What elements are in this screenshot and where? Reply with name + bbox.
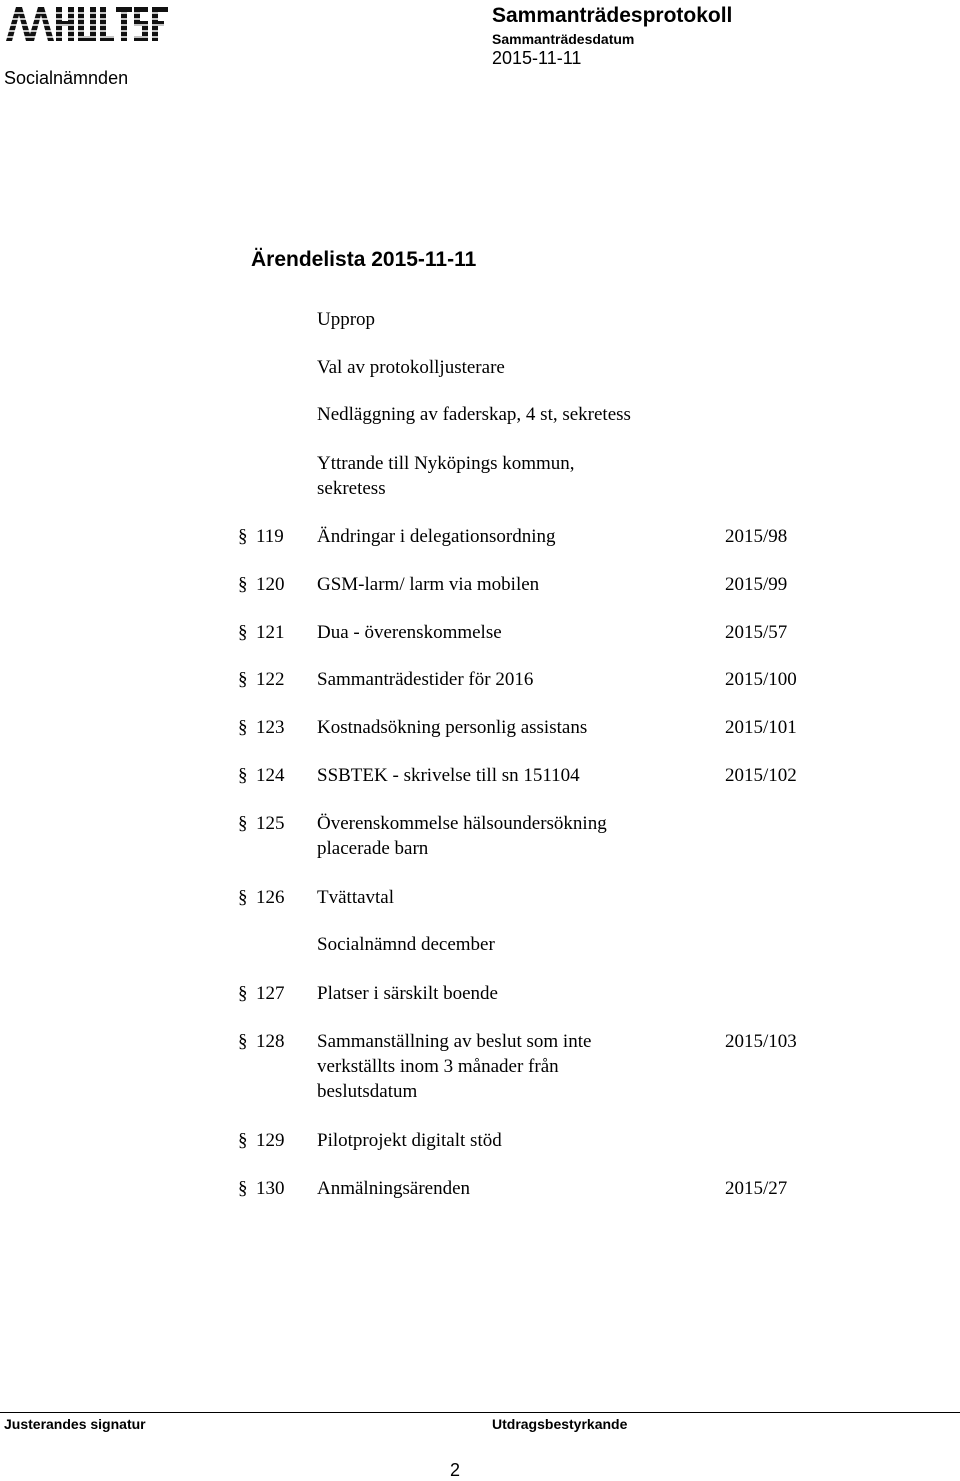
item-text: SSBTEK - skrivelse till sn 151104 xyxy=(317,765,580,786)
paragraph-sign: § xyxy=(238,669,248,690)
item-number: 126 xyxy=(256,887,285,908)
meeting-date-label: Sammanträdesdatum xyxy=(492,31,635,47)
department-name: Socialnämnden xyxy=(4,68,129,88)
item-text: Kostnadsökning personlig assistans xyxy=(317,717,588,738)
item-number: 127 xyxy=(256,983,285,1004)
item-number: 119 xyxy=(256,526,284,547)
item-text: Ändringar i delegationsordning xyxy=(317,526,556,547)
item-number: 122 xyxy=(256,669,285,690)
item-dnr: 2015/101 xyxy=(725,717,797,738)
item-dnr: 2015/27 xyxy=(725,1178,788,1199)
paragraph-sign: § xyxy=(238,526,248,547)
paragraph-sign: § xyxy=(238,983,248,1004)
item-dnr: 2015/57 xyxy=(725,622,788,643)
agenda-title: Ärendelista 2015-11-11 xyxy=(251,248,477,271)
paragraph-sign: § xyxy=(238,622,248,643)
paragraph-sign: § xyxy=(238,717,248,738)
footer-divider xyxy=(0,1412,960,1413)
item-dnr: 2015/100 xyxy=(725,669,797,690)
item-text: Dua - överenskommelse xyxy=(317,622,502,643)
item-dnr: 2015/103 xyxy=(725,1031,797,1052)
item-text: Pilotprojekt digitalt stöd xyxy=(317,1130,502,1151)
signature-label: Justerandes signatur xyxy=(4,1416,146,1432)
item-number: 125 xyxy=(256,813,285,834)
item-number: 123 xyxy=(256,717,285,738)
item-text: Val av protokolljusterare xyxy=(317,357,505,378)
meeting-date: 2015-11-11 xyxy=(492,48,582,68)
item-text: Sammanställning av beslut som inte verkställts inom 3 månader från beslutsdatum xyxy=(317,1031,592,1102)
extract-certification-label: Utdragsbestyrkande xyxy=(492,1416,628,1432)
item-text: Tvättavtal xyxy=(317,887,395,908)
item-dnr: 2015/102 xyxy=(725,765,797,786)
item-text: Socialnämnd december xyxy=(317,934,495,955)
protocol-title: Sammanträdesprotokoll xyxy=(492,4,733,27)
item-number: 121 xyxy=(256,622,285,643)
paragraph-sign: § xyxy=(238,574,248,595)
item-dnr: 2015/98 xyxy=(725,526,788,547)
item-text: Nedläggning av faderskap, 4 st, sekretess xyxy=(317,404,631,425)
item-text: Sammanträdestider för 2016 xyxy=(317,669,534,690)
item-number: 120 xyxy=(256,574,285,595)
item-number: 128 xyxy=(256,1031,285,1052)
item-text: Anmälningsärenden xyxy=(317,1178,471,1199)
item-dnr: 2015/99 xyxy=(725,574,788,595)
item-number: 130 xyxy=(256,1178,285,1199)
item-text: GSM-larm/ larm via mobilen xyxy=(317,574,540,595)
paragraph-sign: § xyxy=(238,765,248,786)
paragraph-sign: § xyxy=(238,1031,248,1052)
municipality-logo xyxy=(4,3,172,45)
paragraph-sign: § xyxy=(238,813,248,834)
item-text: Överenskommelse hälsoundersökning placerade barn xyxy=(317,813,607,859)
item-text: Yttrande till Nyköpings kommun, sekretess xyxy=(317,453,575,499)
page-number: 2 xyxy=(450,1460,461,1480)
paragraph-sign: § xyxy=(238,887,248,908)
paragraph-sign: § xyxy=(238,1130,248,1151)
item-text: Upprop xyxy=(317,309,376,330)
item-number: 124 xyxy=(256,765,285,786)
paragraph-sign: § xyxy=(238,1178,248,1199)
item-text: Platser i särskilt boende xyxy=(317,983,498,1004)
item-number: 129 xyxy=(256,1130,285,1151)
